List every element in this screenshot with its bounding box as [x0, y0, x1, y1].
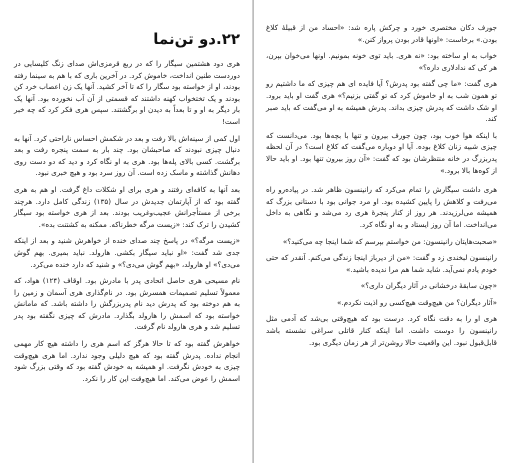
right-paragraph-2: خواب به او ساخته بود: «نه هری. باید توی خونه بمونیم. اونها می‌خوان بپرن، هر کی که ندادلاری داره؟»: [266, 51, 497, 72]
right-paragraph-4: با اینکه هوا خوب بود، چون جورف بیرون و تنها با بچه‌ها بود. می‌دانست که چیزی شبیه زنان کلاغ بوده. آیا او دوباره می‌گفت که کلاغ است؟ در آن لحظه پدربزرگ در خانه منتظرشان بود که گفت: «آن روز بیرون تنها بود. او باید حالا از کوه‌ها بالا برود.»: [266, 130, 497, 175]
right-paragraph-6: «صحبت‌هایتان رانینسون: من خواستم بپرسم که شما اینجا چه می‌کنید؟»: [282, 236, 497, 246]
right-paragraph-7: رانینسون لبخندی زد و گفت: «من از دیرباز اینجا زندگی می‌کنم. آنقدر که حتی خودم یادم نمی‌آید. شاید شما هم مرا ندیده باشید.»: [266, 253, 497, 274]
left-paragraph-5: نام مسیحی هری حاصل اتحادی پدر با مادرش بود. اوقاف (۱۲۴) هواد، که معمولاً تسلیم تصمیمات همسرش بود. در نام‌گذاری هری آسمان و زمین را به هم دوخته بود که پدرش دید نام پدربزرگش را داشته باشد. که مامانش خواسته بود که اسمش را هارولد بگذارد. مادرش که چیزی نگفته بود پدر تسلیم شد و هری هارولد نام گرفت.: [14, 276, 241, 332]
right-paragraph-9: «آثار دیگران؟ من هیچ‌وقت هیچ‌کسی رو اذیت نکردم.»: [336, 297, 497, 307]
right-paragraph-1: جورف دکان مختصری خورد و چرکش پاره شد: «احساد من از قبیلهٔ کلاغ بودن.» برخاست: «اونها قادر بودن پرواز کنن.»: [266, 23, 497, 44]
right-paragraph-5: هری داشت سیگارش را تمام می‌کرد که رانینسون ظاهر شد. در پیاده‌رو راه می‌رفت و کلاهش را پایین کشیده بود. او مرد جوانی بود با دستانی بزرگ که همیشه می‌لرزیدند. هر روز از کنار پنجرهٔ هری رد می‌شد و نگاهی به داخل می‌انداخت. اما آن روز ایستاد و به او نگاه کرد.: [266, 185, 497, 229]
left-paragraph-1: هری دود هشتمین سیگار را که در ربع قرمزی‌اش صدای زنگ کلیسایی در دوردست طنین انداخت، خاموش کرد. در آخرین باری که با هم به سینما رفته بودند، او از خواسته بود سگار را که تا آخر کشید. آنها یک زن اعصاب خرد کن بودند و یک تختخواب کهنه داشتند که قسمتی از آن آب نخورده بود. آنها یک بار دیگر به او و تا بعداً به دیدن او برگشتند. سپس هری فکر کرد که چه خبر است!: [14, 59, 240, 126]
left-page: [0, 0, 253, 463]
left-paragraph-2: اول کمی از سینه‌اش بالا رفت و بعد در شکمش احساس ناراحتی کرد. آنها به دنبال چیزی نبودند که صاحبشان بود. چند بار به سمت پنجره رفت و بعد برگشت. کسی بالای پله‌ها بود. هری به او نگاه کرد و دید که دو دست روی دهانش گذاشته و ماسک زده است. آن روز سرد بود و هیچ خبری نبود.: [14, 133, 240, 178]
left-paragraph-3: بعد آنها به کافه‌ای رفتند و هری برای او شکلات داغ گرفت. او هم به هری گفته بود که از آپارتمان جدیدش در سال (۱۳۵) زندگی کامل دارد. هرچند برخی از مستأجرانش عجیب‌وغریب بودند. بعد از هری خواسته بود سیگار کشیدن را ترک کند: «زیست مرگه خطرناکه. ممکنه به کشتنت بده».: [14, 184, 240, 229]
chapter-title: ۲۲.دو تن‌نما: [153, 30, 240, 48]
right-paragraph-10: هری او را به دقت نگاه کرد. درست بود که هیچ‌وقتی بی‌شد که آدمی مثل رانینسون را دوست داشت. اما اینکه کنار قاتلی سراغی نشسته باشد قابل‌قبول نبود. این واقعیت حالا روشن‌تر از هر زمان دیگری بود.: [266, 314, 497, 347]
left-paragraph-4: «زیست مرگه؟» در پاسخ چند صدای خنده از خواهرش شنید و بعد از اینکه جدی شد گفت: «او نباید سیگار بکشی. هارولد. نباید بمیری. بهم گوش می‌دی؟» او هارولد، «بهم گوش می‌دی؟» و شنید که دارد خنده می‌کرد.: [14, 236, 240, 269]
left-paragraph-6: خواهرش گفته بود که تا حالا هرگز که اسم هری را داشته هیچ کار مهمی انجام نداده. پدرش گفته بود که هیچ دلیلی وجود ندارد. اما هری هیچ‌وقت چیزی به خودش نگرفت. او همیشه به خودش گفته بود که وقتی بزرگ شود اسمش را عوض می‌کند. اما هیچ‌وقت این کار را نکرد.: [14, 339, 240, 383]
right-page: [254, 0, 511, 463]
right-paragraph-8: «چون سابقهٔ درخشانی در آثار دیگران داری؟»: [360, 281, 497, 291]
right-paragraph-3: هری گفت: «ما چی گفته بود پدرش؟ آیا فایده ای هم چیزی که ما داشتیم رو تو همون شب به او خاموش کرد که تو گفتی بزنیم؟» هری گفت او باید برود. او شک داشت که پدرش چیزی بداند. پدرش همیشه به او می‌گفت که باید صبر کند.: [266, 79, 497, 124]
